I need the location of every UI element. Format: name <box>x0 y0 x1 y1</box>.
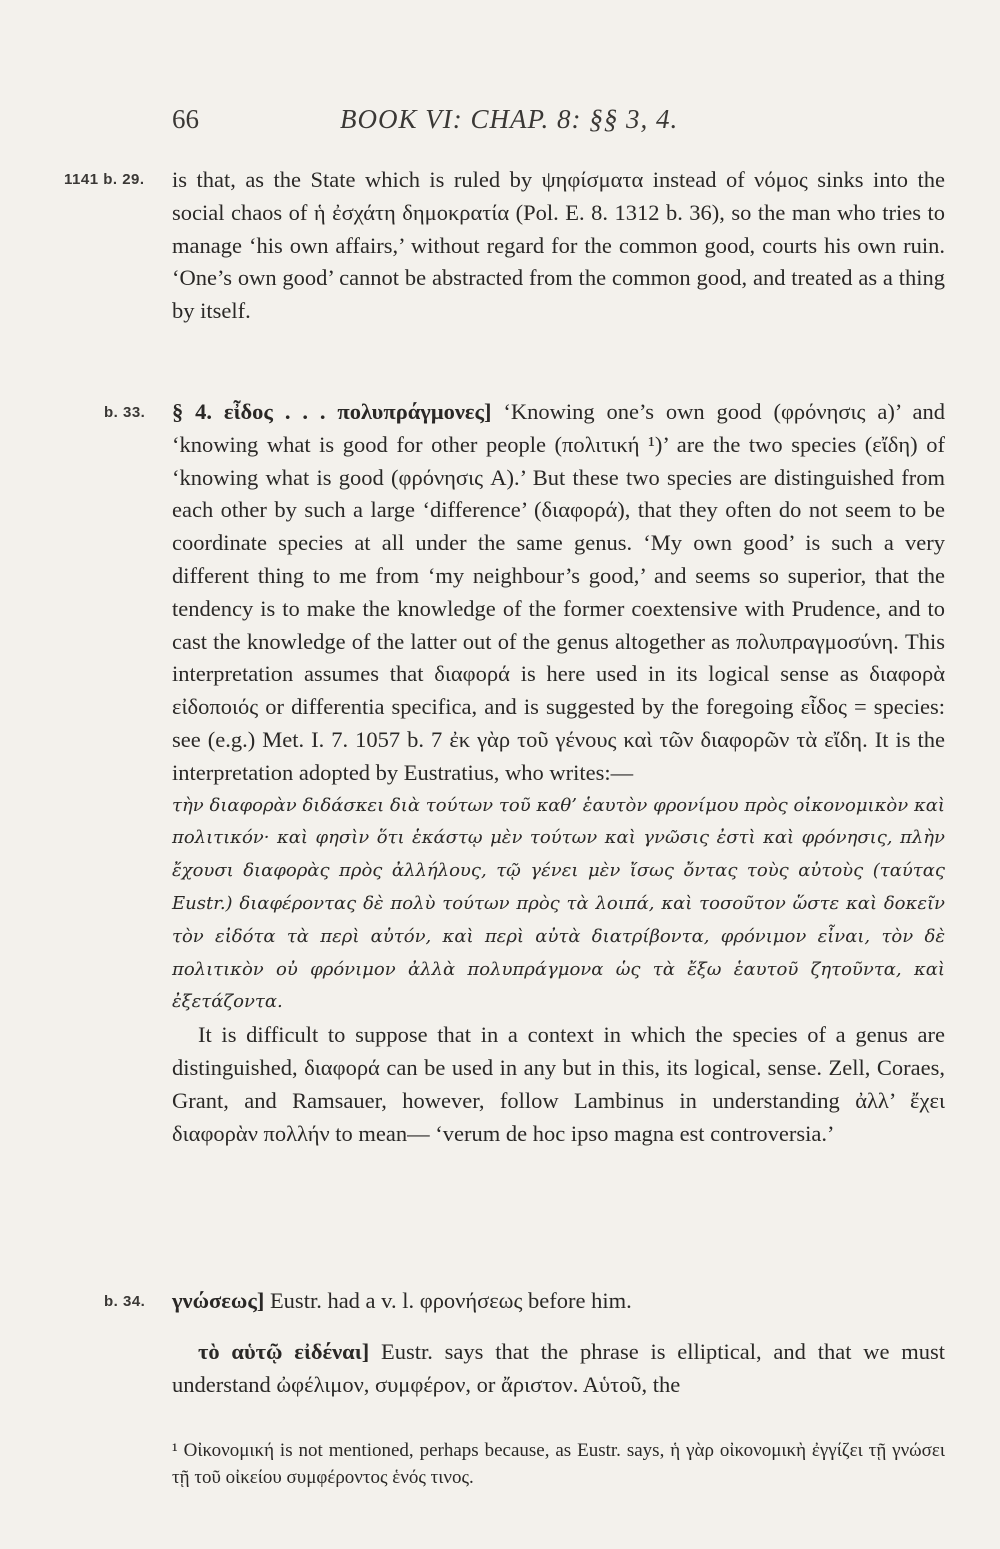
lemma: § 4. εἶδος . . . πολυπράγμονες] <box>172 399 492 424</box>
page-number: 66 <box>172 104 199 134</box>
paragraph-text: It is difficult to suppose that in a context in which the species of a genus are distinguished, διαφορά can be used in any but in this, its logical, sense. Zell, Coraes, Grant, and Ramsauer, however, follow Lambinus in understanding ἀλλ’ ἔχει διαφορὰν πολλήν to mean— ‘verum de hoc ipso magna est controversia.’ <box>172 1022 945 1146</box>
paragraph <box>172 164 945 328</box>
lemma: γνώσεως] <box>172 1288 265 1313</box>
paragraph-text <box>172 396 945 790</box>
lemma: τὸ αὑτῷ εἰδέναι] <box>198 1339 370 1364</box>
margin-ref: b. 34. <box>104 1293 146 1310</box>
paragraph-text: is that, as the State which is ruled by ψηφίσματα instead of νόμος sinks into the social chaos of ἡ ἐσχάτη δημοκρατία (Pol. E. 8. 1312 b. 36), so the man who tries to manage ‘his own affairs,’ without regard for the common good, courts his own ruin. ‘One’s own good’ cannot be abstracted from the common good, and treated as a thing by itself. <box>172 167 945 324</box>
paragraph <box>172 1336 945 1402</box>
paragraph-body: Eustr. says that the phrase is elliptical, and that we must understand ὠφέλιμον, συμφέρον, or ἄριστον. Αὑτοῦ, the <box>172 1339 946 1397</box>
footnote: ¹ Οἰκονομική is not mentioned, perhaps because, as Eustr. says, ἡ γὰρ οἰκονομικὴ ἐγγίζει τῇ γνώσει τῇ τοῦ οἰκείου συμφέροντος ἑνός τινος. <box>172 1440 945 1488</box>
paragraph-text <box>172 1285 945 1318</box>
paragraph <box>172 1285 945 1318</box>
running-title: BOOK VI: CHAP. 8: §§ 3, 4. <box>340 104 679 134</box>
margin-ref: 1141 b. 29. <box>64 171 145 188</box>
margin-ref: b. 33. <box>104 404 146 421</box>
greek-quotation: τὴν διαφορὰν διδάσκει διὰ τούτων τοῦ καθ’ ἑαυτὸν φρονίμου πρὸς οἰκονομικὸν καὶ πολιτικόν· καὶ φησὶν ὅτι ἑκάστῳ μὲν τούτων καὶ γνῶσις ἐστὶ καὶ φρόνησις, πλὴν ἔχουσι διαφορὰς πρὸς ἀλλήλους, τῷ γένει μὲν ἴσως ὄντας τοὺς αὐτοὺς (ταύτας Eustr.) διαφέροντας δὲ πολὺ τούτων πρὸς τὰ λοιπά, καὶ τοσοῦτον ὥστε καὶ δοκεῖν τὸν εἰδότα τὰ περὶ αὐτόν, καὶ περὶ αὐτὰ διατρίβοντα, φρόνιμον εἶναι, τὸν δὲ πολιτικὸν οὐ φρόνιμον ἀλλὰ πολυπράγμονα ὡς τὰ ἔξω ἑαυτοῦ ζητοῦντα, καὶ ἐξετάζοντα. <box>172 794 945 1013</box>
paragraph-text <box>172 1336 945 1402</box>
paragraph-body: Eustr. had a v. l. φρονήσεως before him. <box>269 1288 632 1313</box>
paragraph-body: ‘Knowing one’s own good (φρόνησις a)’ and ‘knowing what is good for other people (πολιτική ¹)’ are the two species (εἴδη) of ‘knowing what is good (φρόνησις A).’ But these two species are distinguished from each other by such a large ‘difference’ (διαφορά), that they often do not seem to be coordinate species at all under the same genus. ‘My own good’ is such a very different thing to me from ‘my neighbour’s good,’ and seems so superior, that the tendency is to make the knowledge of the former coextensive with Prudence, and to cast the knowledge of the latter out of the genus altogether as πολυπραγμοσύνη. This interpretation assumes that διαφορά is here used in its logical sense as διαφορὰ εἰδοποιός or differentia specifica, and is suggested by the foregoing εἶδος = species: see (e.g.) Met. I. 7. 1057 b. 7 ἐκ γὰρ τοῦ γένους καὶ τῶν διαφορῶν τὰ εἴδη. It is the interpretation adopted by Eustratius, who writes:— <box>172 399 946 785</box>
paragraph <box>172 396 945 1150</box>
